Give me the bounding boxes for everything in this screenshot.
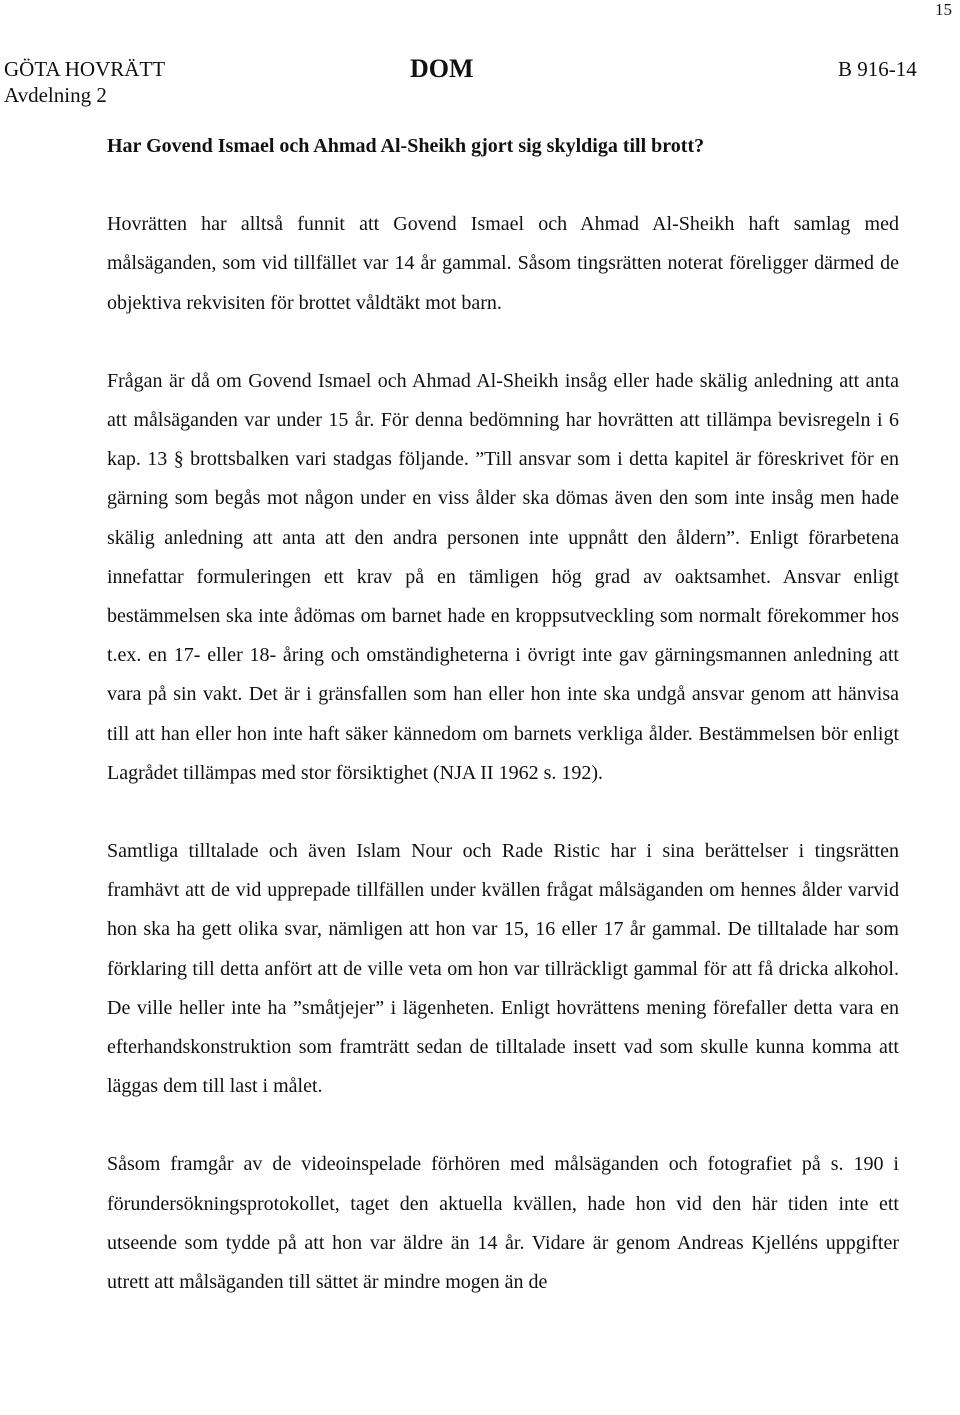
paragraph-1: Hovrätten har alltså funnit att Govend Ismael och Ahmad Al-Sheikh haft samlag med målsäganden, som vid tillfället var 14 år gammal. Såsom tingsrätten noterat föreligger därmed de objektiva rekvisiten för brottet våldtäkt mot barn. bbox=[107, 213, 899, 314]
court-name: GÖTA HOVRÄTT bbox=[4, 57, 166, 81]
paragraph-3: Samtliga tilltalade och även Islam Nour och Rade Ristic har i sina berättelser i tingsrätten framhävt att de vid upprepade tillfällen under kvällen frågat målsäganden om hennes ålder varvid hon ska ha gett olika svar, nämligen att hon var 15, 16 eller 17 år gammal. De tilltalade har som förklaring till detta anfört att de ville veta om hon var tillräckligt gammal för att få dricka alkohol. De ville heller inte ha ”småtjejer” i lägenheten. Enligt hovrättens mening förefaller detta vara en efterhandskonstruktion som framträtt sedan de tilltalade insett vad som skulle kunna komma att läggas dem till last i målet. bbox=[107, 840, 899, 1098]
document-type: DOM bbox=[410, 54, 474, 83]
court-division: Avdelning 2 bbox=[4, 83, 107, 107]
page-number: 15 bbox=[935, 0, 952, 19]
section-heading: Har Govend Ismael och Ahmad Al-Sheikh gjort sig skyldiga till brott? bbox=[107, 135, 705, 157]
document-body bbox=[107, 127, 899, 1302]
case-number: B 916-14 bbox=[838, 57, 917, 81]
paragraph-4: Såsom framgår av de videoinspelade förhören med målsäganden och fotografiet på s. 190 i förundersökningsprotokollet, taget den aktuella kvällen, hade hon vid den här tiden inte ett utseende som tydde på att hon var äldre än 14 år. Vidare är genom Andreas Kjelléns uppgifter utrett att målsäganden till sättet är mindre mogen än de bbox=[107, 1153, 899, 1294]
paragraph-2: Frågan är då om Govend Ismael och Ahmad Al-Sheikh insåg eller hade skälig anledning att anta att målsäganden var under 15 år. För denna bedömning har hovrätten att tillämpa bevisregeln i 6 kap. 13 § brottsbalken vari stadgas följande. ”Till ansvar som i detta kapitel är föreskrivet för en gärning som begås mot någon under en viss ålder ska dömas även den som inte insåg men hade skälig anledning att anta att den andra personen inte uppnått den åldern”. Enligt förarbetena innefattar formuleringen ett krav på en tämligen hög grad av oaktsamhet. Ansvar enligt bestämmelsen ska inte ådömas om barnet hade en kroppsutveckling som normalt förekommer hos t.ex. en 17- eller 18- åring och omständigheterna i övrigt inte gav gärningsmannen anledning att vara på sin vakt. Det är i gränsfallen som han eller hon inte ska undgå ansvar genom att hänvisa till att han eller hon inte haft säker kännedom om barnets verkliga ålder. Bestämmelsen bör enligt Lagrådet tillämpas med stor försiktighet (NJA II 1962 s. 192). bbox=[107, 369, 899, 784]
